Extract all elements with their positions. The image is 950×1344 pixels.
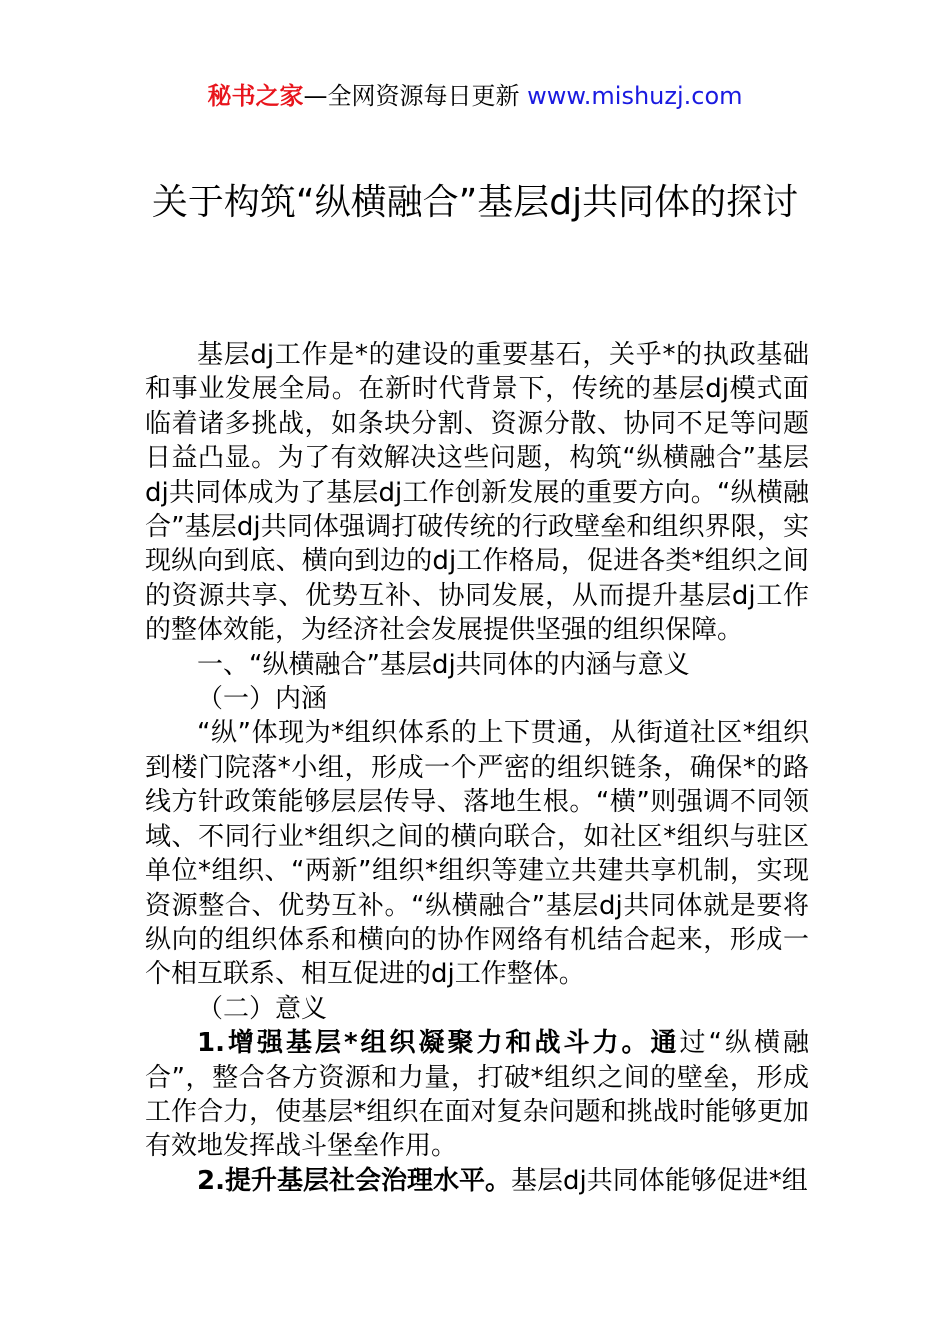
significance-point-2-text: 基层dj共同体能够促进*组 [510,1165,808,1196]
section-heading-1: 一、“纵横融合”基层dj共同体的内涵与意义 [197,649,690,680]
significance-point-2 [145,1164,809,1198]
significance-point-1 [145,1026,809,1164]
connotation-paragraph: “纵”体现为*组织体系的上下贯通，从街道社区*组织到楼门院落*小组，形成一个严密的组织链条，确保*的路线方针政策能够层层传导、落地生根。“横”则强调不同领域、不同行业*组织之间的横向联合，如社区*组织与驻区单位*组织、“两新”组织*组织等建立共建共享机制，实现资源整合、优势互补。“纵横融合”基层dj共同体就是要将纵向的组织体系和横向的协作网络有机结合起来，形成一个相互联系、相互促进的dj工作整体。 [145,718,809,990]
site-brand: 秘书之家 [207,82,304,110]
significance-point-2-lead: 2.提升基层社会治理水平。 [197,1165,511,1196]
site-header [0,80,950,112]
site-url-link[interactable]: www.mishuzj.com [527,82,743,110]
intro-paragraph: 基层dj工作是*的建设的重要基石，关乎*的执政基础和事业发展全局。在新时代背景下，传统的基层dj模式面临着诸多挑战，如条块分割、资源分散、协同不足等问题日益凸显。为了有效解决这些问题，构筑“纵横融合”基层dj共同体成为了基层dj工作创新发展的重要方向。“纵横融合”基层dj共同体强调打破传统的行政壁垒和组织界限，实现纵向到底、横向到边的dj工作格局，促进各类*组织之间的资源共享、优势互补、协同发展，从而提升基层dj工作的整体效能，为经济社会发展提供坚强的组织保障。 [145,340,809,646]
subsection-heading-significance: （二）意义 [197,993,328,1024]
document-title: 关于构筑“纵横融合”基层dj共同体的探讨 [151,182,799,223]
subsection-heading-connotation: （一）内涵 [197,684,328,715]
significance-point-1-text: 过“纵横融合”，整合各方资源和力量，打破*组织之间的壁垒，形成工作合力，使基层*组织在面对复杂问题和挑战时能够更加有效地发挥战斗堡垒作用。 [145,1028,809,1162]
significance-point-1-lead: 1.增强基层*组织凝聚力和战斗力。通 [197,1028,680,1059]
document-body [145,338,809,1198]
site-slogan: —全网资源每日更新 [303,82,528,110]
